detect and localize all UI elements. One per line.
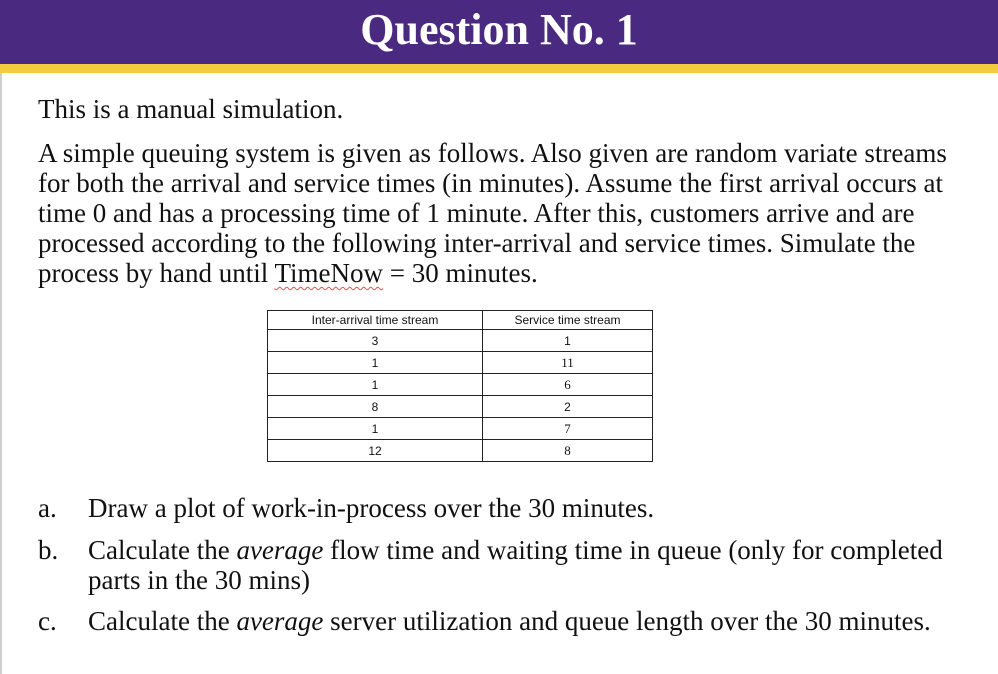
service-cell: 1 bbox=[483, 330, 653, 352]
page-title: Question No. 1 bbox=[360, 5, 638, 54]
service-cell: 8 bbox=[483, 440, 653, 462]
question-text-pre: Calculate the bbox=[88, 606, 237, 636]
problem-text-1: A simple queuing system is given as follows. Also given are random variate streams for both the arrival and service times (in minutes). Assume the first arrival occurs at time 0 and has a processing time of 1 minute. After this, customers arrive and are processed according to the following inter-arrival and service times. Simulate the process by hand until bbox=[38, 138, 947, 288]
table-row bbox=[268, 396, 653, 418]
header-interarrival: Inter-arrival time stream bbox=[268, 311, 483, 330]
question-emphasis: average bbox=[236, 606, 324, 636]
table-row bbox=[268, 374, 653, 396]
table-row bbox=[268, 418, 653, 440]
intro-text: This is a manual simulation. bbox=[38, 94, 344, 124]
question-text-post: server utilization and queue length over the 30 minutes. bbox=[323, 606, 931, 636]
table-row bbox=[268, 352, 653, 374]
question-emphasis: average bbox=[236, 535, 324, 565]
interarrival-cell: 1 bbox=[268, 418, 483, 440]
question-text bbox=[88, 493, 968, 523]
problem-description bbox=[38, 138, 978, 288]
header-service: Service time stream bbox=[483, 311, 653, 330]
service-cell: 7 bbox=[483, 418, 653, 440]
service-cell: 2 bbox=[483, 396, 653, 418]
timenow-term: TimeNow bbox=[274, 258, 384, 288]
interarrival-cell: 8 bbox=[268, 396, 483, 418]
question-text bbox=[88, 606, 968, 636]
random-streams-table bbox=[267, 310, 653, 462]
question-text bbox=[88, 535, 968, 595]
page-left-edge bbox=[0, 73, 2, 674]
question-text-post: flow time and waiting time in queue (only for completed parts in the 30 mins) bbox=[88, 535, 943, 595]
table-row bbox=[268, 440, 653, 462]
question-marker: a. bbox=[38, 493, 57, 523]
interarrival-cell: 1 bbox=[268, 352, 483, 374]
question-marker: b. bbox=[38, 535, 59, 565]
title-accent-stripe bbox=[0, 64, 998, 73]
table-header-row bbox=[268, 311, 653, 330]
service-cell: 11 bbox=[483, 352, 653, 374]
interarrival-cell: 3 bbox=[268, 330, 483, 352]
service-cell: 6 bbox=[483, 374, 653, 396]
question-text-pre: Draw a plot of work-in-process over the 30 minutes. bbox=[88, 493, 655, 523]
interarrival-cell: 12 bbox=[268, 440, 483, 462]
interarrival-cell: 1 bbox=[268, 374, 483, 396]
table-row bbox=[268, 330, 653, 352]
problem-text-2: = 30 minutes. bbox=[383, 258, 538, 288]
question-text-pre: Calculate the bbox=[88, 535, 237, 565]
question-marker: c. bbox=[38, 606, 57, 636]
